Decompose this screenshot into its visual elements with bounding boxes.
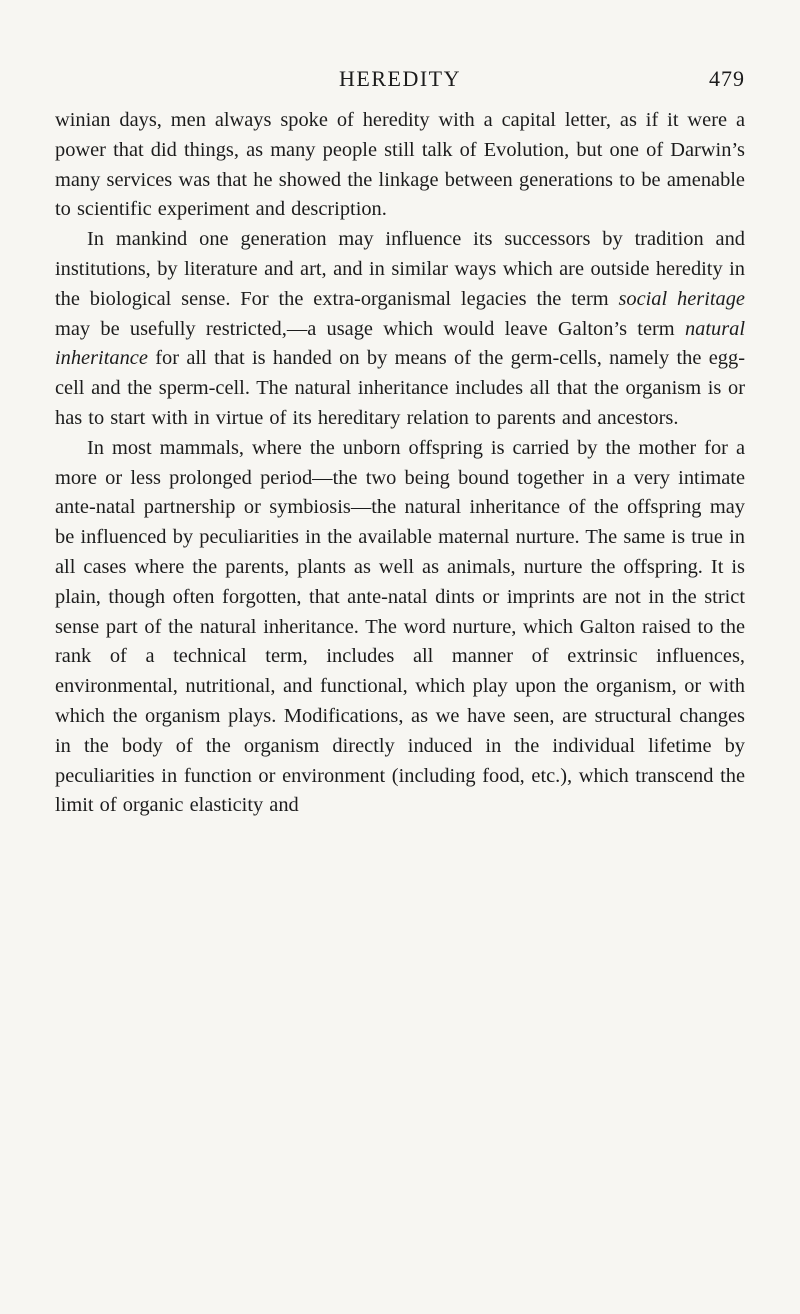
paragraph-social-heritage [55, 225, 745, 434]
text-run: winian days, men always spoke of heredity with a capital letter, as if it were a power that did things, as many people still talk of Evolution, but one of Darwin’s many services was that he showed the linkage between generations to be amenable to scientific experiment and description. [55, 109, 745, 221]
italic-term-natural-inheritance: natural inheritance [55, 317, 745, 370]
text-run: may be usefully restricted,—a usage which would leave Galton’s term [55, 317, 685, 340]
paragraph-mammals [55, 434, 745, 821]
page-header [55, 62, 745, 94]
italic-term-social-heritage: social heritage [618, 287, 745, 310]
running-head: HEREDITY [339, 66, 461, 91]
text-run: In mankind one generation may influence its successors by tradition and institutions, by literature and art, and in similar ways which are outside heredity in the biological sense. For the extra-organismal legacies the term [55, 228, 745, 310]
body-text [55, 106, 745, 821]
page-number: 479 [709, 66, 745, 91]
text-run: In most mammals, where the unborn offspring is carried by the mother for a more or less prolonged period—the two being bound together in a very intimate ante-natal partnership or symbiosis—the natural inheritance of the offspring may be influenced by peculiarities in the available maternal nurture. The same is true in all cases where the parents, plants as well as animals, nurture the offspring. It is plain, though often forgotten, that ante-natal dints or imprints are not in the strict sense part of the natural inheritance. The word nurture, which Galton raised to the rank of a technical term, includes all manner of extrinsic influences, environmental, nutritional, and functional, which play upon the organism, or with which the organism plays. Modifications, as we have seen, are structural changes in the body of the organism directly induced in the individual lifetime by peculiarities in function or environment (including food, etc.), which transcend the limit of organic elasticity and [55, 436, 745, 817]
paragraph-continuation [55, 106, 745, 225]
text-run: for all that is handed on by means of the germ-cells, namely the egg-cell and the sperm-cell. The natural inheritance includes all that the organism is or has to start with in virtue of its hereditary relation to parents and ancestors. [55, 347, 745, 429]
